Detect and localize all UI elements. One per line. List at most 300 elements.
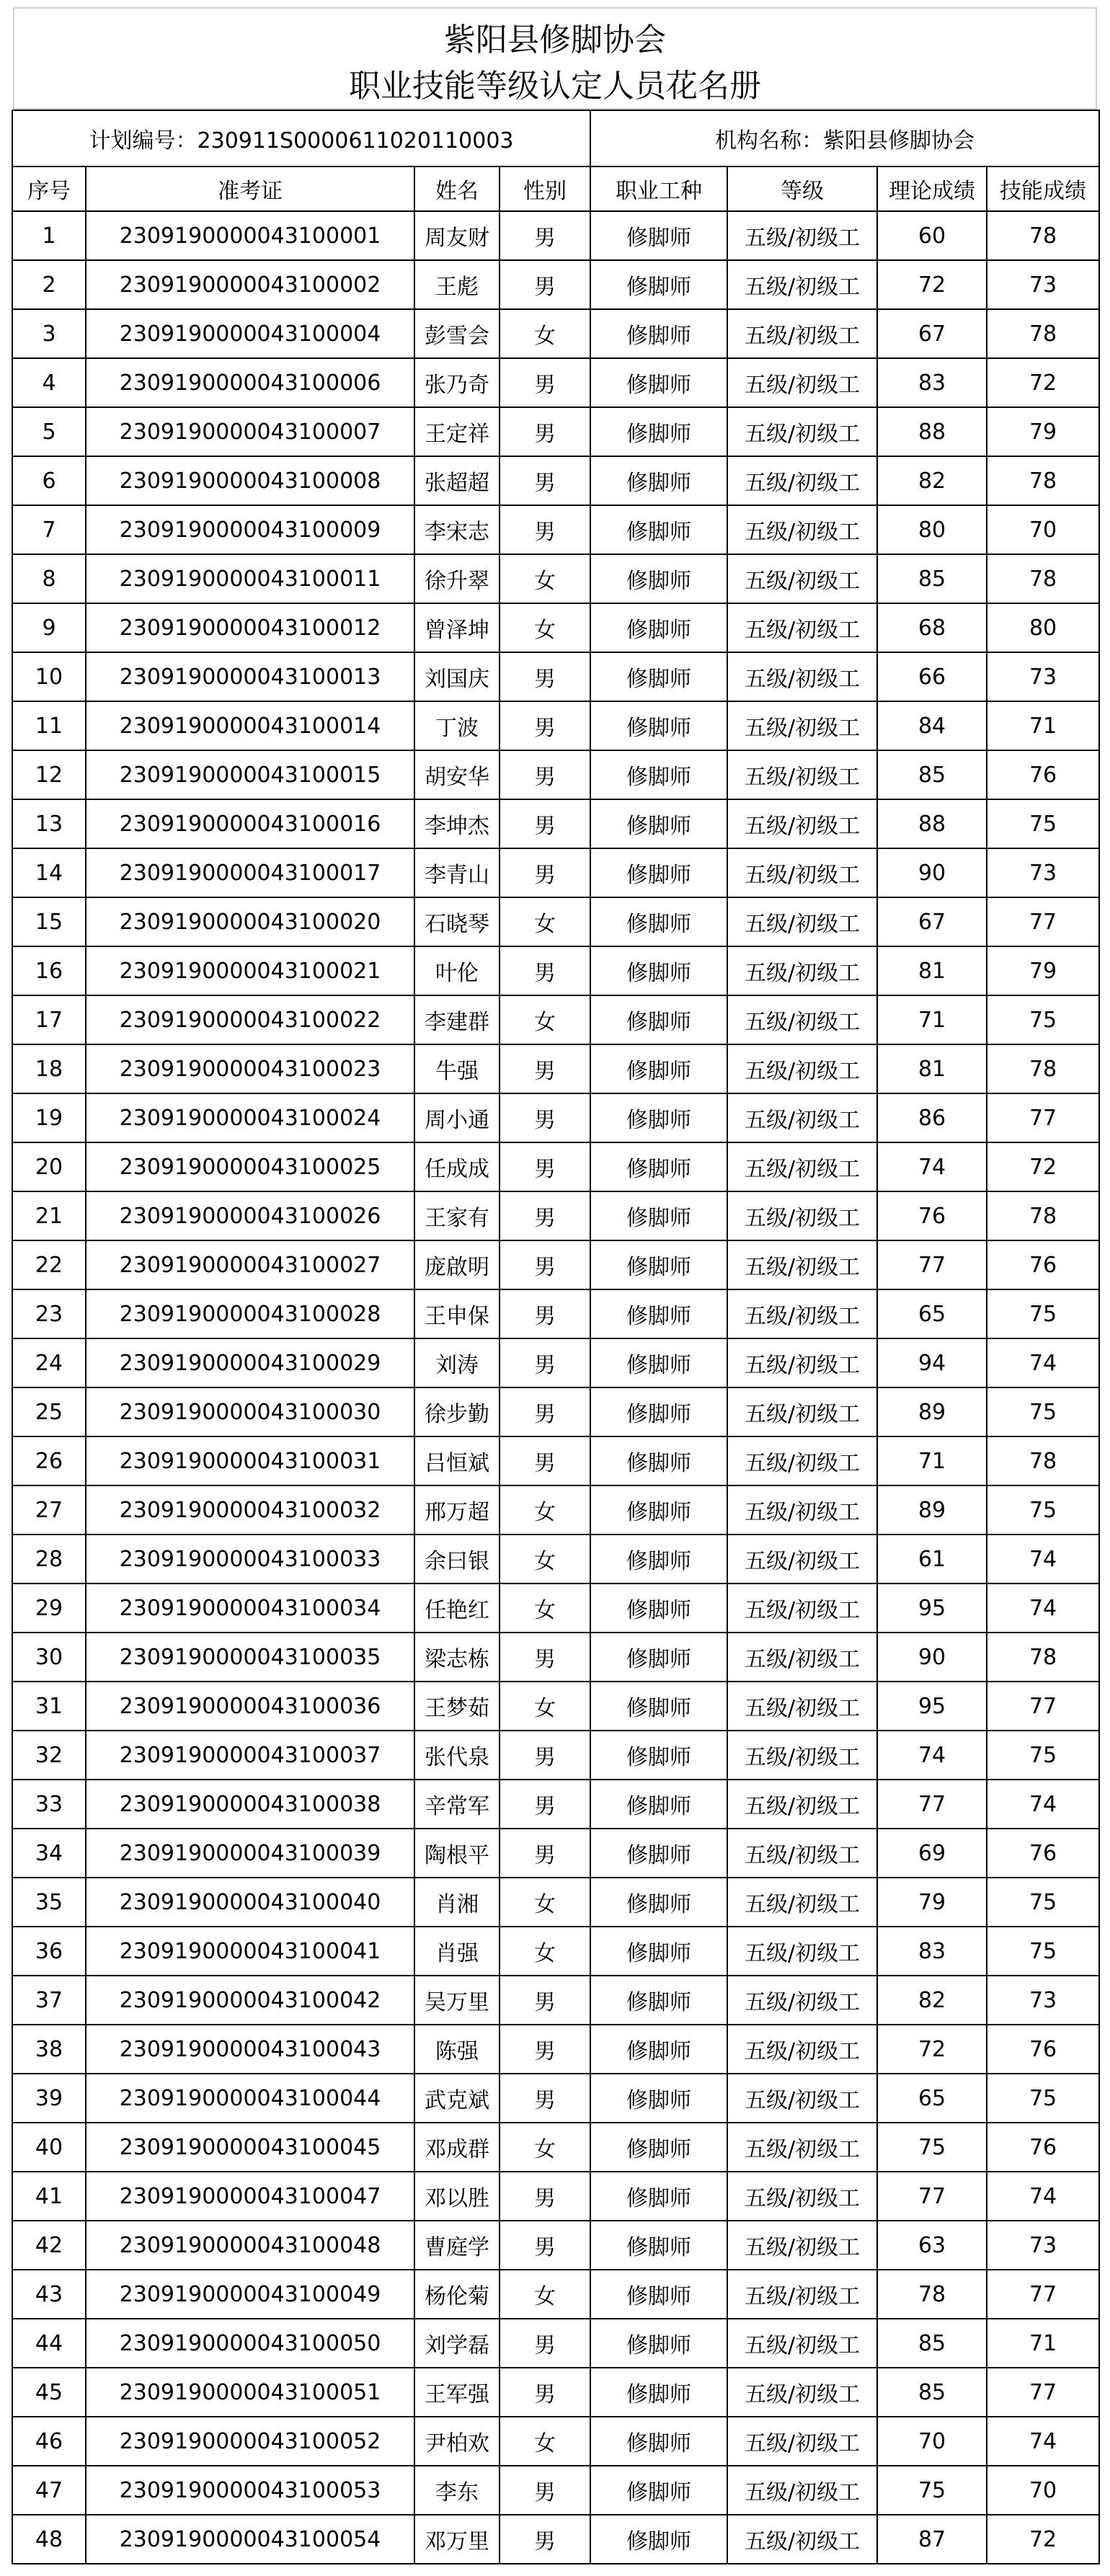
cell-theory-score: 79 (877, 1878, 987, 1927)
cell-gender: 男 (500, 1093, 590, 1142)
cell-name: 张代泉 (414, 1731, 500, 1780)
cell-exam-id: 2309190000043100052 (86, 2417, 414, 2466)
cell-name: 张乃奇 (414, 358, 500, 407)
cell-index: 17 (12, 995, 86, 1044)
cell-name: 庞啟明 (414, 1240, 500, 1289)
cell-occupation: 修脚师 (590, 260, 727, 309)
cell-theory-score: 95 (877, 1682, 987, 1731)
cell-skill-score: 75 (987, 1878, 1099, 1927)
cell-exam-id: 2309190000043100004 (86, 309, 414, 358)
cell-theory-score: 71 (877, 995, 987, 1044)
table-row (12, 701, 1099, 750)
cell-name: 吴万里 (414, 1976, 500, 2025)
cell-skill-score: 80 (987, 603, 1099, 652)
cell-occupation: 修脚师 (590, 1584, 727, 1633)
cell-level: 五级/初级工 (727, 2172, 877, 2221)
cell-occupation: 修脚师 (590, 799, 727, 848)
cell-exam-id: 2309190000043100039 (86, 1829, 414, 1878)
cell-index: 23 (12, 1289, 86, 1338)
cell-exam-id: 2309190000043100012 (86, 603, 414, 652)
cell-theory-score: 83 (877, 1927, 987, 1976)
cell-skill-score: 76 (987, 1829, 1099, 1878)
cell-theory-score: 74 (877, 1142, 987, 1191)
header-theory-score: 理论成绩 (877, 166, 987, 211)
cell-level: 五级/初级工 (727, 309, 877, 358)
cell-index: 10 (12, 652, 86, 701)
header-row (12, 166, 1099, 211)
cell-exam-id: 2309190000043100021 (86, 946, 414, 995)
cell-skill-score: 78 (987, 211, 1099, 260)
cell-level: 五级/初级工 (727, 1927, 877, 1976)
cell-theory-score: 65 (877, 1289, 987, 1338)
cell-gender: 男 (500, 1338, 590, 1387)
cell-skill-score: 74 (987, 2417, 1099, 2466)
table-row (12, 358, 1099, 407)
table-row (12, 897, 1099, 946)
cell-skill-score: 78 (987, 1044, 1099, 1093)
cell-theory-score: 88 (877, 799, 987, 848)
cell-theory-score: 77 (877, 1240, 987, 1289)
cell-theory-score: 85 (877, 2368, 987, 2417)
cell-skill-score: 74 (987, 1338, 1099, 1387)
cell-level: 五级/初级工 (727, 1878, 877, 1927)
cell-theory-score: 76 (877, 1191, 987, 1240)
cell-theory-score: 68 (877, 603, 987, 652)
cell-index: 22 (12, 1240, 86, 1289)
cell-theory-score: 77 (877, 1780, 987, 1829)
cell-gender: 男 (500, 2025, 590, 2074)
cell-exam-id: 2309190000043100026 (86, 1191, 414, 1240)
cell-exam-id: 2309190000043100017 (86, 848, 414, 897)
cell-gender: 男 (500, 1976, 590, 2025)
cell-occupation: 修脚师 (590, 1044, 727, 1093)
cell-skill-score: 78 (987, 1191, 1099, 1240)
cell-gender: 女 (500, 554, 590, 603)
cell-level: 五级/初级工 (727, 1093, 877, 1142)
header-gender: 性别 (500, 166, 590, 211)
cell-name: 周友财 (414, 211, 500, 260)
cell-skill-score: 72 (987, 358, 1099, 407)
cell-occupation: 修脚师 (590, 554, 727, 603)
document-title-roster: 职业技能等级认定人员花名册 (349, 68, 761, 105)
cell-gender: 女 (500, 309, 590, 358)
table-row (12, 407, 1099, 456)
roster-body (12, 211, 1099, 2564)
cell-exam-id: 2309190000043100053 (86, 2466, 414, 2515)
cell-gender: 女 (500, 995, 590, 1044)
cell-index: 25 (12, 1387, 86, 1436)
cell-index: 40 (12, 2123, 86, 2172)
roster-table (12, 110, 1100, 2564)
table-row (12, 1976, 1099, 2025)
cell-exam-id: 2309190000043100030 (86, 1387, 414, 1436)
table-row (12, 505, 1099, 554)
cell-skill-score: 77 (987, 2368, 1099, 2417)
cell-gender: 男 (500, 211, 590, 260)
cell-occupation: 修脚师 (590, 603, 727, 652)
cell-skill-score: 75 (987, 1387, 1099, 1436)
cell-name: 任艳红 (414, 1584, 500, 1633)
cell-skill-score: 76 (987, 2123, 1099, 2172)
cell-occupation: 修脚师 (590, 1927, 727, 1976)
cell-name: 丁波 (414, 701, 500, 750)
cell-theory-score: 65 (877, 2074, 987, 2123)
cell-exam-id: 2309190000043100054 (86, 2515, 414, 2564)
cell-level: 五级/初级工 (727, 946, 877, 995)
cell-level: 五级/初级工 (727, 554, 877, 603)
cell-gender: 男 (500, 2368, 590, 2417)
cell-theory-score: 61 (877, 1535, 987, 1584)
cell-exam-id: 2309190000043100024 (86, 1093, 414, 1142)
cell-index: 19 (12, 1093, 86, 1142)
header-index: 序号 (12, 166, 86, 211)
cell-theory-score: 72 (877, 260, 987, 309)
cell-gender: 男 (500, 652, 590, 701)
cell-theory-score: 90 (877, 848, 987, 897)
cell-name: 辛常军 (414, 1780, 500, 1829)
table-row (12, 1878, 1099, 1927)
cell-occupation: 修脚师 (590, 505, 727, 554)
cell-theory-score: 70 (877, 2417, 987, 2466)
table-row (12, 456, 1099, 505)
cell-occupation: 修脚师 (590, 1485, 727, 1535)
cell-occupation: 修脚师 (590, 701, 727, 750)
cell-skill-score: 76 (987, 2025, 1099, 2074)
cell-name: 曹庭学 (414, 2221, 500, 2270)
cell-skill-score: 76 (987, 1240, 1099, 1289)
table-row (12, 1093, 1099, 1142)
cell-occupation: 修脚师 (590, 309, 727, 358)
cell-level: 五级/初级工 (727, 1338, 877, 1387)
cell-gender: 男 (500, 2515, 590, 2564)
cell-exam-id: 2309190000043100020 (86, 897, 414, 946)
cell-gender: 女 (500, 2123, 590, 2172)
cell-index: 7 (12, 505, 86, 554)
header-exam-id: 准考证 (86, 166, 414, 211)
cell-gender: 女 (500, 2417, 590, 2466)
table-row (12, 1191, 1099, 1240)
cell-level: 五级/初级工 (727, 1289, 877, 1338)
cell-occupation: 修脚师 (590, 358, 727, 407)
cell-theory-score: 67 (877, 309, 987, 358)
cell-occupation: 修脚师 (590, 995, 727, 1044)
cell-name: 张超超 (414, 456, 500, 505)
cell-skill-score: 73 (987, 260, 1099, 309)
table-row (12, 1633, 1099, 1682)
plan-number-label: 计划编号： (89, 128, 197, 154)
cell-theory-score: 60 (877, 211, 987, 260)
cell-gender: 男 (500, 2074, 590, 2123)
cell-theory-score: 81 (877, 1044, 987, 1093)
cell-index: 11 (12, 701, 86, 750)
table-row (12, 2368, 1099, 2417)
organization-value: 紫阳县修脚协会 (823, 128, 975, 154)
title-block (13, 7, 1097, 110)
cell-index: 36 (12, 1927, 86, 1976)
cell-gender: 男 (500, 456, 590, 505)
cell-exam-id: 2309190000043100033 (86, 1535, 414, 1584)
cell-gender: 男 (500, 1436, 590, 1485)
plan-number-value: 230911S0000611020110003 (197, 128, 514, 154)
header-name: 姓名 (414, 166, 500, 211)
cell-theory-score: 75 (877, 2123, 987, 2172)
cell-level: 五级/初级工 (727, 799, 877, 848)
header-occupation: 职业工种 (590, 166, 727, 211)
cell-theory-score: 74 (877, 1731, 987, 1780)
table-row (12, 1240, 1099, 1289)
cell-skill-score: 75 (987, 995, 1099, 1044)
cell-theory-score: 81 (877, 946, 987, 995)
cell-index: 9 (12, 603, 86, 652)
cell-index: 31 (12, 1682, 86, 1731)
cell-index: 26 (12, 1436, 86, 1485)
table-row (12, 2172, 1099, 2221)
cell-theory-score: 87 (877, 2515, 987, 2564)
cell-level: 五级/初级工 (727, 1682, 877, 1731)
cell-exam-id: 2309190000043100022 (86, 995, 414, 1044)
cell-name: 徐升翠 (414, 554, 500, 603)
table-row (12, 2025, 1099, 2074)
cell-level: 五级/初级工 (727, 750, 877, 799)
cell-gender: 女 (500, 897, 590, 946)
cell-exam-id: 2309190000043100048 (86, 2221, 414, 2270)
cell-skill-score: 77 (987, 897, 1099, 946)
cell-exam-id: 2309190000043100050 (86, 2319, 414, 2368)
cell-level: 五级/初级工 (727, 260, 877, 309)
cell-level: 五级/初级工 (727, 1731, 877, 1780)
cell-name: 胡安华 (414, 750, 500, 799)
cell-occupation: 修脚师 (590, 211, 727, 260)
cell-gender: 男 (500, 848, 590, 897)
cell-theory-score: 72 (877, 2025, 987, 2074)
cell-skill-score: 77 (987, 2270, 1099, 2319)
cell-exam-id: 2309190000043100041 (86, 1927, 414, 1976)
cell-index: 24 (12, 1338, 86, 1387)
cell-skill-score: 72 (987, 1142, 1099, 1191)
table-row (12, 848, 1099, 897)
cell-occupation: 修脚师 (590, 1240, 727, 1289)
cell-name: 刘学磊 (414, 2319, 500, 2368)
cell-index: 14 (12, 848, 86, 897)
cell-name: 尹柏欢 (414, 2417, 500, 2466)
cell-exam-id: 2309190000043100034 (86, 1584, 414, 1633)
cell-theory-score: 67 (877, 897, 987, 946)
cell-index: 12 (12, 750, 86, 799)
cell-level: 五级/初级工 (727, 1976, 877, 2025)
cell-exam-id: 2309190000043100032 (86, 1485, 414, 1535)
cell-occupation: 修脚师 (590, 1436, 727, 1485)
table-row (12, 1485, 1099, 1535)
cell-skill-score: 73 (987, 1976, 1099, 2025)
cell-name: 周小通 (414, 1093, 500, 1142)
table-row (12, 1731, 1099, 1780)
cell-index: 5 (12, 407, 86, 456)
cell-gender: 男 (500, 750, 590, 799)
cell-skill-score: 74 (987, 1535, 1099, 1584)
cell-level: 五级/初级工 (727, 652, 877, 701)
cell-theory-score: 84 (877, 701, 987, 750)
table-row (12, 2319, 1099, 2368)
cell-occupation: 修脚师 (590, 1142, 727, 1191)
cell-name: 王家有 (414, 1191, 500, 1240)
cell-index: 3 (12, 309, 86, 358)
cell-index: 28 (12, 1535, 86, 1584)
cell-gender: 男 (500, 1240, 590, 1289)
cell-level: 五级/初级工 (727, 1191, 877, 1240)
cell-name: 李东 (414, 2466, 500, 2515)
cell-index: 15 (12, 897, 86, 946)
cell-exam-id: 2309190000043100006 (86, 358, 414, 407)
cell-index: 34 (12, 1829, 86, 1878)
cell-exam-id: 2309190000043100049 (86, 2270, 414, 2319)
cell-index: 6 (12, 456, 86, 505)
cell-name: 任成成 (414, 1142, 500, 1191)
cell-skill-score: 75 (987, 1289, 1099, 1338)
cell-level: 五级/初级工 (727, 2417, 877, 2466)
cell-gender: 男 (500, 2172, 590, 2221)
table-row (12, 2466, 1099, 2515)
cell-skill-score: 73 (987, 848, 1099, 897)
cell-index: 32 (12, 1731, 86, 1780)
cell-theory-score: 77 (877, 2172, 987, 2221)
cell-occupation: 修脚师 (590, 1191, 727, 1240)
cell-name: 邓以胜 (414, 2172, 500, 2221)
cell-level: 五级/初级工 (727, 2270, 877, 2319)
cell-skill-score: 78 (987, 309, 1099, 358)
cell-theory-score: 80 (877, 505, 987, 554)
cell-skill-score: 70 (987, 2466, 1099, 2515)
cell-gender: 男 (500, 1289, 590, 1338)
cell-theory-score: 95 (877, 1584, 987, 1633)
cell-name: 刘涛 (414, 1338, 500, 1387)
cell-index: 20 (12, 1142, 86, 1191)
cell-level: 五级/初级工 (727, 2025, 877, 2074)
cell-skill-score: 77 (987, 1682, 1099, 1731)
document-title-org: 紫阳县修脚协会 (444, 22, 666, 58)
cell-level: 五级/初级工 (727, 505, 877, 554)
cell-index: 33 (12, 1780, 86, 1829)
cell-occupation: 修脚师 (590, 2025, 727, 2074)
header-level: 等级 (727, 166, 877, 211)
cell-theory-score: 94 (877, 1338, 987, 1387)
cell-level: 五级/初级工 (727, 2319, 877, 2368)
cell-exam-id: 2309190000043100042 (86, 1976, 414, 2025)
cell-exam-id: 2309190000043100013 (86, 652, 414, 701)
cell-occupation: 修脚师 (590, 2123, 727, 2172)
table-row (12, 2270, 1099, 2319)
cell-name: 王军强 (414, 2368, 500, 2417)
cell-name: 吕恒斌 (414, 1436, 500, 1485)
table-row (12, 1535, 1099, 1584)
cell-index: 45 (12, 2368, 86, 2417)
cell-skill-score: 78 (987, 554, 1099, 603)
cell-occupation: 修脚师 (590, 1633, 727, 1682)
cell-index: 30 (12, 1633, 86, 1682)
cell-level: 五级/初级工 (727, 2074, 877, 2123)
cell-level: 五级/初级工 (727, 1240, 877, 1289)
cell-occupation: 修脚师 (590, 1731, 727, 1780)
cell-occupation: 修脚师 (590, 1829, 727, 1878)
cell-gender: 女 (500, 2270, 590, 2319)
cell-level: 五级/初级工 (727, 1142, 877, 1191)
cell-name: 杨伦菊 (414, 2270, 500, 2319)
cell-occupation: 修脚师 (590, 1535, 727, 1584)
cell-skill-score: 79 (987, 946, 1099, 995)
cell-theory-score: 89 (877, 1387, 987, 1436)
cell-name: 王定祥 (414, 407, 500, 456)
cell-exam-id: 2309190000043100007 (86, 407, 414, 456)
cell-level: 五级/初级工 (727, 2221, 877, 2270)
cell-gender: 男 (500, 1829, 590, 1878)
cell-name: 梁志栋 (414, 1633, 500, 1682)
cell-name: 李青山 (414, 848, 500, 897)
cell-occupation: 修脚师 (590, 2319, 727, 2368)
cell-skill-score: 78 (987, 1633, 1099, 1682)
cell-level: 五级/初级工 (727, 1436, 877, 1485)
cell-level: 五级/初级工 (727, 2515, 877, 2564)
table-row (12, 260, 1099, 309)
info-row (12, 110, 1099, 166)
cell-name: 王彪 (414, 260, 500, 309)
cell-occupation: 修脚师 (590, 407, 727, 456)
cell-exam-id: 2309190000043100023 (86, 1044, 414, 1093)
cell-index: 21 (12, 1191, 86, 1240)
table-row (12, 1338, 1099, 1387)
cell-gender: 男 (500, 1633, 590, 1682)
cell-level: 五级/初级工 (727, 1485, 877, 1535)
cell-exam-id: 2309190000043100009 (86, 505, 414, 554)
cell-gender: 男 (500, 1387, 590, 1436)
cell-skill-score: 76 (987, 750, 1099, 799)
cell-gender: 男 (500, 799, 590, 848)
cell-theory-score: 69 (877, 1829, 987, 1878)
cell-occupation: 修脚师 (590, 1093, 727, 1142)
cell-gender: 女 (500, 603, 590, 652)
cell-exam-id: 2309190000043100025 (86, 1142, 414, 1191)
cell-exam-id: 2309190000043100008 (86, 456, 414, 505)
cell-theory-score: 75 (877, 2466, 987, 2515)
cell-skill-score: 78 (987, 1436, 1099, 1485)
cell-gender: 男 (500, 407, 590, 456)
cell-skill-score: 78 (987, 456, 1099, 505)
cell-occupation: 修脚师 (590, 2466, 727, 2515)
cell-gender: 男 (500, 1731, 590, 1780)
cell-index: 48 (12, 2515, 86, 2564)
cell-index: 1 (12, 211, 86, 260)
cell-name: 王梦茹 (414, 1682, 500, 1731)
table-row (12, 2074, 1099, 2123)
cell-gender: 男 (500, 260, 590, 309)
organization-cell (590, 110, 1099, 166)
cell-name: 邢万超 (414, 1485, 500, 1535)
cell-skill-score: 75 (987, 799, 1099, 848)
cell-skill-score: 71 (987, 701, 1099, 750)
table-row (12, 995, 1099, 1044)
cell-index: 16 (12, 946, 86, 995)
cell-exam-id: 2309190000043100038 (86, 1780, 414, 1829)
cell-index: 47 (12, 2466, 86, 2515)
cell-skill-score: 75 (987, 2074, 1099, 2123)
cell-level: 五级/初级工 (727, 358, 877, 407)
cell-gender: 男 (500, 358, 590, 407)
cell-level: 五级/初级工 (727, 995, 877, 1044)
cell-theory-score: 86 (877, 1093, 987, 1142)
table-row (12, 1387, 1099, 1436)
cell-name: 肖湘 (414, 1878, 500, 1927)
cell-name: 叶伦 (414, 946, 500, 995)
cell-theory-score: 78 (877, 2270, 987, 2319)
cell-name: 曾泽坤 (414, 603, 500, 652)
